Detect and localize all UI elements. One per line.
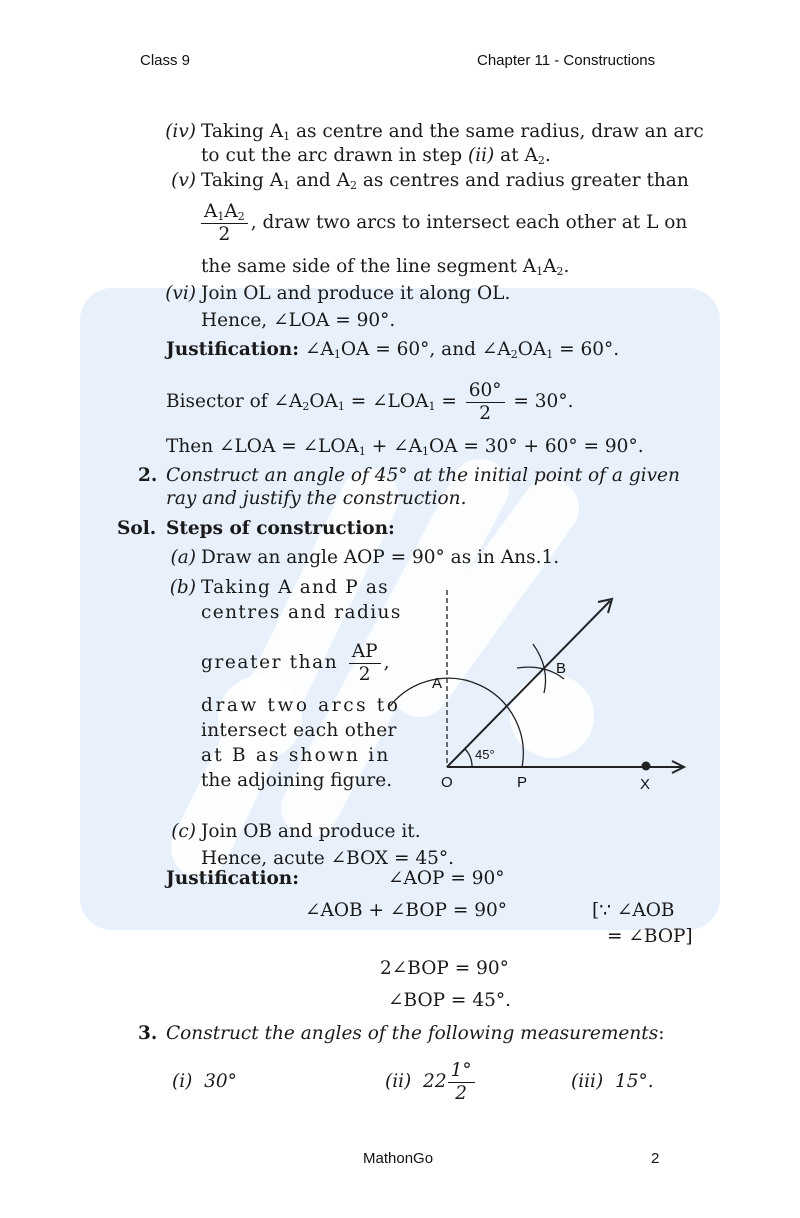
figure-label-p: P xyxy=(517,774,528,791)
question-3-text: Construct the angles of the following measurements: xyxy=(166,1023,665,1044)
step-b-line6: at B as shown in xyxy=(201,745,391,766)
question-2-line1: Construct an angle of 45° at the initial point of a given xyxy=(166,465,680,486)
step-b-line1: Taking A and P as xyxy=(201,577,389,598)
q3-option-i: (i) 30° xyxy=(172,1071,237,1092)
step-label-vi: (vi) xyxy=(165,283,196,304)
q3-option-ii: (ii) 22 $\frac{1^\circ}{2}$ xyxy=(385,1056,478,1108)
step-a-text: Draw an angle AOP = 90° as in Ans.1. xyxy=(201,547,560,568)
fraction-ap-over-2: $\frac{AP}{2}$ xyxy=(349,641,381,686)
justification-eq4: ∠BOP = 45°. xyxy=(388,990,511,1011)
step-b-line5: intersect each other xyxy=(201,720,397,741)
step-label-iv: (iv) xyxy=(165,121,196,142)
step-label-c: (c) xyxy=(171,821,196,842)
justification-q2-label: Justification: xyxy=(166,868,300,889)
fraction-1-over-2: $\frac{1^\circ}{2}$ xyxy=(448,1060,475,1105)
fraction-a1a2-over-2: $\frac{A_1A_2}{2}$ xyxy=(201,201,248,246)
justification-q1: Justification: $\angle A_1OA = 60^\circ$, and $\angle A_2OA_1 = 60^\circ$. xyxy=(166,339,620,361)
step-b-line3: greater than $\frac{AP}{2}$ , xyxy=(201,640,392,685)
solution-label: Sol. xyxy=(117,518,157,539)
then-line: Then ∠LOA = $\angle LOA_1$ + $\angle A_1OA = 30^\circ + 60^\circ = 90^\circ$. xyxy=(166,436,644,458)
q3-option-iii: (iii) 15°. xyxy=(571,1071,654,1092)
question-2-number: 2. xyxy=(138,465,158,486)
footer-brand: MathonGo xyxy=(363,1150,434,1167)
step-iv-line2: to cut the arc drawn in step (ii) at $A_2$. xyxy=(201,145,551,167)
question-3-number: 3. xyxy=(138,1023,158,1044)
step-b-line7: the adjoining figure. xyxy=(201,770,393,791)
justification-eq1: ∠AOP = 90° xyxy=(388,868,505,889)
steps-heading: Steps of construction: xyxy=(166,518,395,539)
bisector-line: Bisector of $\angle A_2OA_1$ = $\angle LOA_1$ = $\frac{60^\circ}{2}$ = 30°. xyxy=(166,379,574,424)
step-label-v: (v) xyxy=(171,170,196,191)
question-2-line2: ray and justify the construction. xyxy=(166,488,467,509)
justification-eq3: 2∠BOP = 90° xyxy=(380,958,509,979)
header-class: Class 9 xyxy=(140,52,191,69)
figure-label-o: O xyxy=(441,774,453,791)
step-v-line1: Taking $A_1$ and $A_2$ as centres and radius greater than xyxy=(201,170,689,192)
step-b-line2: centres and radius xyxy=(201,602,402,623)
figure-label-b: B xyxy=(556,660,567,677)
figure-label-a: A xyxy=(432,675,443,692)
construction-figure xyxy=(386,580,696,800)
step-vi-line1: Join OL and produce it along OL. xyxy=(201,283,511,304)
step-b-line4: draw two arcs to xyxy=(201,695,401,716)
figure-label-x: X xyxy=(640,776,651,793)
step-c-line1: Join OB and produce it. xyxy=(201,821,421,842)
step-label-b: (b) xyxy=(169,577,196,598)
figure-angle-label: 45° xyxy=(475,747,495,762)
header-chapter: Chapter 11 - Constructions xyxy=(477,52,656,69)
justification-reason2: = ∠BOP] xyxy=(607,926,693,947)
step-v-line3: the same side of the line segment $A_1A_2$. xyxy=(201,256,570,278)
step-iv-line1: Taking $A_1$ as centre and the same radius, draw an arc xyxy=(201,121,704,143)
fraction-60-over-2: $\frac{60^\circ}{2}$ xyxy=(466,380,505,425)
step-v-line2: $\frac{A_1A_2}{2}$ , draw two arcs to intersect each other at L on xyxy=(198,200,687,246)
justification-eq2: ∠AOB + ∠BOP = 90° xyxy=(305,900,507,921)
page-number: 2 xyxy=(651,1150,660,1167)
step-label-a: (a) xyxy=(170,547,196,568)
justification-reason1: [∵ ∠AOB xyxy=(592,900,675,921)
step-vi-line2: Hence, ∠LOA = 90°. xyxy=(201,310,396,331)
step-c-line2: Hence, acute ∠BOX = 45°. xyxy=(201,848,455,869)
